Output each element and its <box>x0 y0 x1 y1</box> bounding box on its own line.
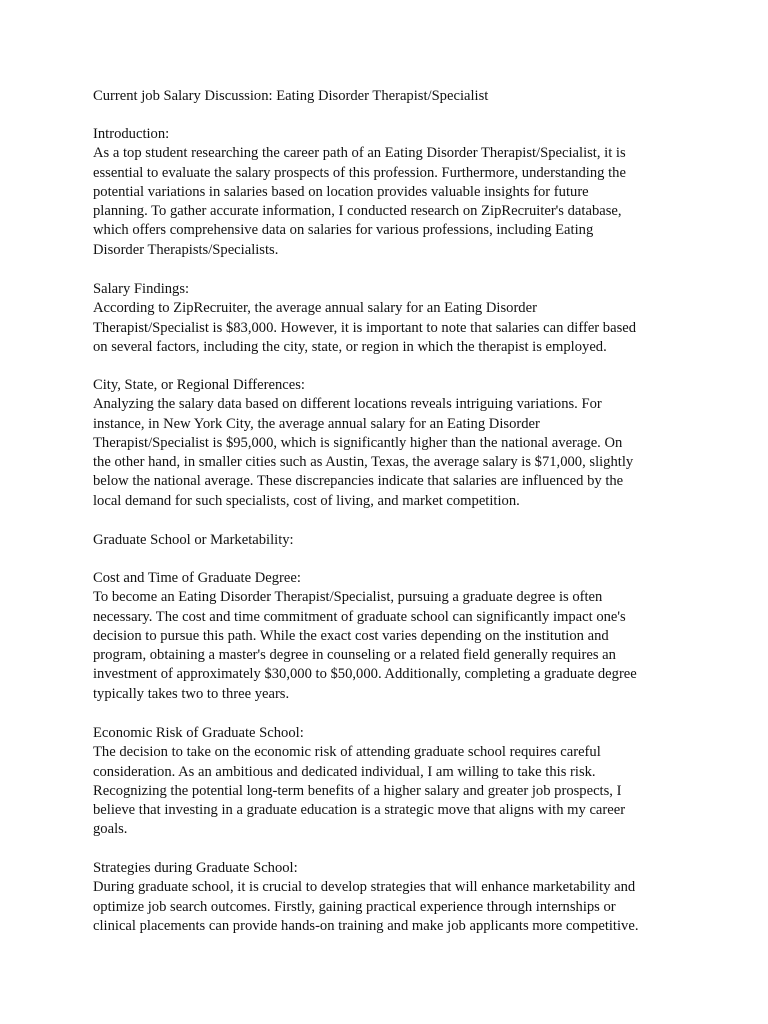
paragraph-line: Recognizing the potential long-term benefits of a higher salary and greater job prospects, I <box>93 782 622 799</box>
section-salary-findings <box>93 280 683 357</box>
paragraph-line: decision to pursue this path. While the exact cost varies depending on the institution and <box>93 627 609 644</box>
section-introduction <box>93 125 683 260</box>
paragraph-line: potential variations in salaries based on location provides valuable insights for future <box>93 183 589 200</box>
section-heading: Graduate School or Marketability: <box>93 532 294 548</box>
section-graduate-school <box>93 531 683 550</box>
section-regional-differences <box>93 376 683 511</box>
section-strategies <box>93 859 683 936</box>
paragraph-line: optimize job search outcomes. Firstly, gaining practical experience through internships or <box>93 898 616 915</box>
paragraph-line: the other hand, in smaller cities such as Austin, Texas, the average salary is $71,000, slightly <box>93 454 634 471</box>
paragraph-line: consideration. As an ambitious and dedicated individual, I am willing to take this risk. <box>93 763 596 780</box>
paragraph-line: investment of approximately $30,000 to $50,000. Additionally, completing a graduate degree <box>93 666 637 683</box>
paragraph-line: As a top student researching the career path of an Eating Disorder Therapist/Specialist, it is <box>93 145 626 162</box>
section-economic-risk <box>93 724 683 840</box>
section-heading: Economic Risk of Graduate School: <box>93 725 304 741</box>
section-heading: Salary Findings: <box>93 281 190 297</box>
section-heading: Cost and Time of Graduate Degree: <box>93 570 301 586</box>
paragraph-line: local demand for such specialists, cost of living, and market competition. <box>93 492 520 509</box>
paragraph-line: believe that investing in a graduate education is a strategic move that aligns with my career <box>93 802 626 819</box>
paragraph-line: According to ZipRecruiter, the average annual salary for an Eating Disorder <box>93 300 537 317</box>
paragraph-line: The decision to take on the economic risk of attending graduate school requires careful <box>93 744 601 761</box>
document-title <box>93 87 683 106</box>
paragraph-line: which offers comprehensive data on salaries for various professions, including Eating <box>93 222 594 239</box>
paragraph-line: planning. To gather accurate information, I conducted research on ZipRecruiter's database, <box>93 203 622 220</box>
paragraph-line: program, obtaining a master's degree in counseling or a related field generally requires an <box>93 647 616 664</box>
title-line: Current job Salary Discussion: Eating Disorder Therapist/Specialist <box>93 88 489 104</box>
paragraph-line: on several factors, including the city, state, or region in which the therapist is employed. <box>93 338 607 355</box>
section-heading: Introduction: <box>93 126 170 142</box>
paragraph-line: To become an Eating Disorder Therapist/Specialist, pursuing a graduate degree is often <box>93 589 603 606</box>
paragraph-line: Analyzing the salary data based on different locations reveals intriguing variations. For <box>93 396 602 413</box>
paragraph-line: Therapist/Specialist is $83,000. However, it is important to note that salaries can differ based <box>93 319 637 336</box>
section-cost-and-time <box>93 569 683 704</box>
paragraph-line: below the national average. These discrepancies indicate that salaries are influenced by the <box>93 473 624 490</box>
paragraph-line: During graduate school, it is crucial to develop strategies that will enhance marketability and <box>93 879 636 896</box>
section-heading: City, State, or Regional Differences: <box>93 377 305 393</box>
paragraph-line: goals. <box>93 821 128 838</box>
paragraph-line: clinical placements can provide hands-on training and make job applicants more competitive. <box>93 917 639 934</box>
paragraph-line: necessary. The cost and time commitment of graduate school can significantly impact one's <box>93 608 626 625</box>
paragraph-line: typically takes two to three years. <box>93 685 290 702</box>
section-heading: Strategies during Graduate School: <box>93 860 298 876</box>
paragraph-line: instance, in New York City, the average annual salary for an Eating Disorder <box>93 415 540 432</box>
paragraph-line: Disorder Therapists/Specialists. <box>93 241 279 258</box>
paragraph-line: Therapist/Specialist is $95,000, which is significantly higher than the national average. On <box>93 434 623 451</box>
paragraph-line: essential to evaluate the salary prospects of this profession. Furthermore, understanding the <box>93 164 626 181</box>
